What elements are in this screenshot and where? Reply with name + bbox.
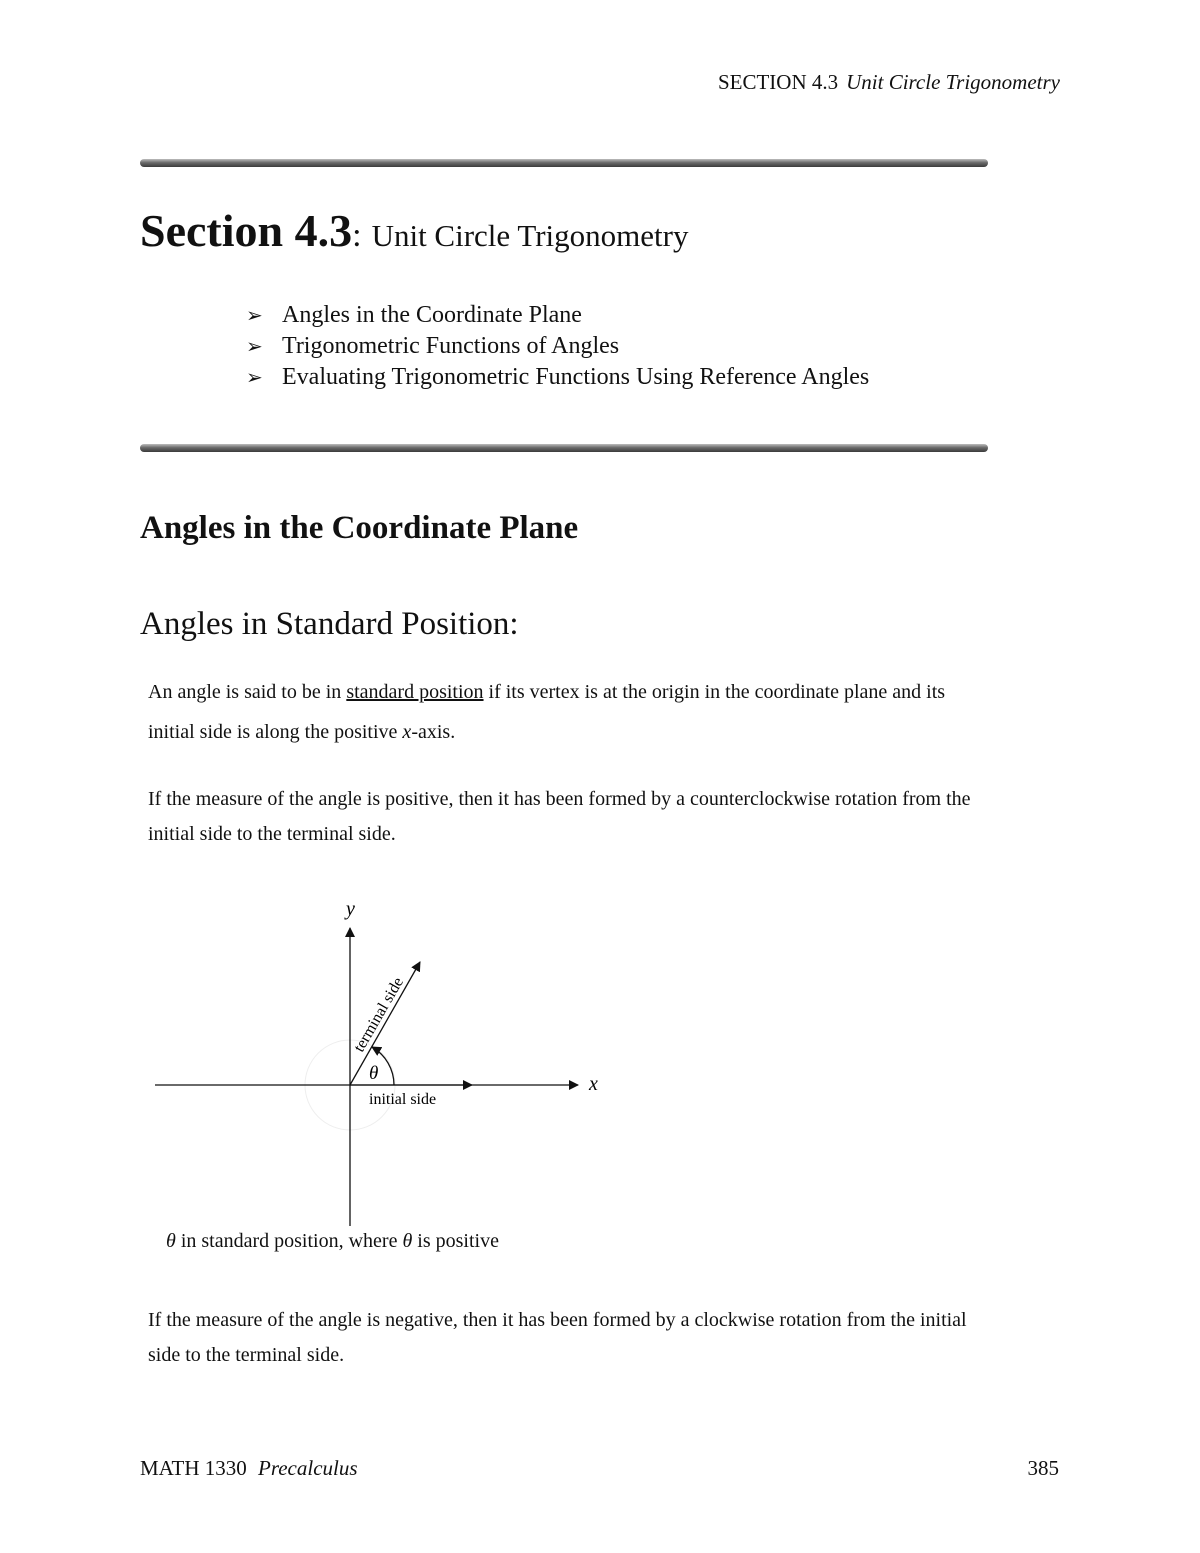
caption-text: is positive	[412, 1230, 499, 1252]
bottom-divider	[140, 444, 988, 452]
bullet-arrow-icon: ➢	[246, 334, 263, 358]
topic-label: Angles in the Coordinate Plane	[282, 302, 582, 328]
course-number: MATH 1330	[140, 1456, 247, 1480]
topic-label: Evaluating Trigonometric Functions Using Reference Angles	[282, 364, 870, 390]
terminal-side-ray	[350, 962, 420, 1085]
course-name: Precalculus	[258, 1456, 358, 1480]
definition-paragraph	[148, 672, 988, 752]
caption-theta: θ	[166, 1230, 176, 1252]
bullet-arrow-icon: ➢	[246, 303, 263, 327]
subheading-standard-position: Angles in Standard Position:	[140, 606, 519, 642]
topic-label: Trigonometric Functions of Angles	[282, 333, 620, 359]
variable-x: x	[402, 721, 412, 743]
heading-angles-coordinate-plane: Angles in the Coordinate Plane	[140, 510, 579, 546]
section-colon: :	[352, 217, 362, 254]
positive-angle-paragraph: If the measure of the angle is positive, then it has been formed by a counterclockwise rotation from the initial side to the terminal side.	[148, 788, 971, 845]
paragraph-text: An angle is said to be in	[148, 681, 347, 703]
section-number: Section 4.3	[140, 205, 353, 256]
section-subtitle: Unit Circle Trigonometry	[371, 218, 689, 253]
term-standard-position: standard position	[346, 681, 484, 703]
topic-item	[246, 300, 869, 331]
top-divider	[140, 159, 988, 167]
negative-angle-paragraph: If the measure of the angle is negative, then it has been formed by a clockwise rotation from the initial side to the terminal side.	[148, 1309, 967, 1366]
x-axis-label: x	[589, 1073, 598, 1095]
y-axis-label: y	[346, 898, 355, 920]
caption-text: in standard position, where	[175, 1230, 403, 1252]
section-title	[140, 204, 688, 257]
topic-item	[246, 331, 869, 362]
running-header	[0, 70, 1060, 95]
footer-course	[140, 1456, 358, 1481]
running-header-section: SECTION 4.3	[717, 70, 839, 94]
page-number: 385	[1027, 1456, 1059, 1480]
theta-label: θ	[369, 1063, 379, 1084]
running-header-title: Unit Circle Trigonometry	[846, 70, 1060, 94]
bullet-arrow-icon: ➢	[246, 365, 263, 389]
caption-theta: θ	[402, 1230, 413, 1252]
topic-list	[246, 300, 869, 393]
initial-side-label: initial side	[369, 1091, 437, 1108]
terminal-side-label: terminal side	[350, 974, 408, 1055]
standard-position-diagram	[140, 890, 620, 1235]
figure-caption	[166, 1230, 499, 1253]
paragraph-text: -axis.	[411, 721, 456, 743]
topic-item	[246, 362, 869, 393]
paragraph-text: if its vertex is at the origin in the coordinate plane and its initial side is along the positive	[148, 681, 946, 743]
